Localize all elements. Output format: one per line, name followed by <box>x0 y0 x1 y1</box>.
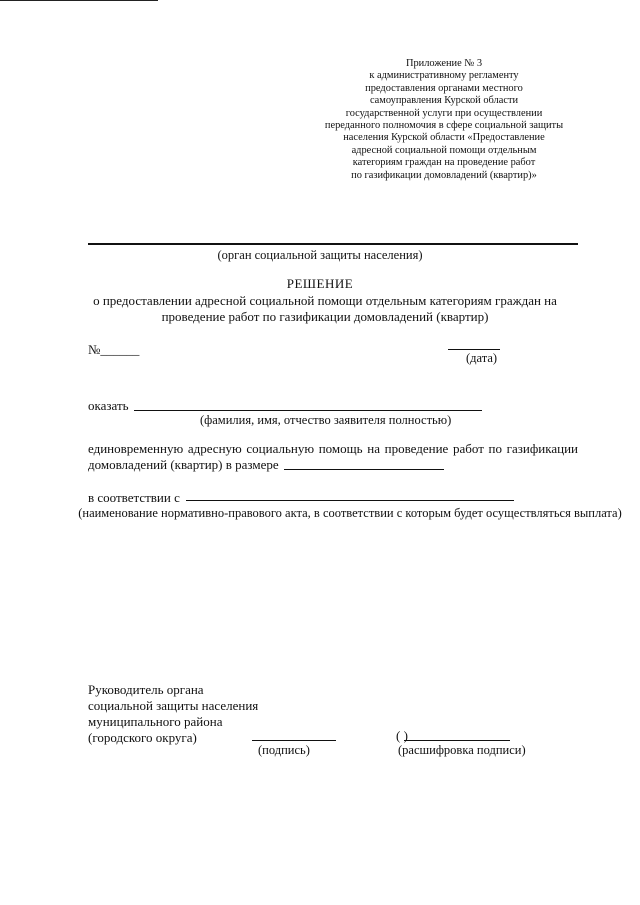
refuse-label: оказать <box>88 398 129 413</box>
annex-line: к административному регламенту <box>369 70 519 82</box>
top-edge-line <box>0 0 158 1</box>
annex-line: категориям граждан на проведение работ <box>352 157 536 169</box>
signature-decode-caption: (расшифровка подписи) <box>398 743 526 757</box>
annex-line: самоуправления Курской области <box>369 95 519 107</box>
head-line: (городского округа) <box>88 730 197 745</box>
annex-line: Приложение № 3 <box>405 58 483 69</box>
head-line: Руководитель органа <box>88 682 204 697</box>
applicant-name-line <box>134 410 482 411</box>
annex-line: государственной услуги при осуществлении <box>345 107 543 119</box>
annex-line: переданного полномочия в сфере социальной защиты <box>324 120 564 132</box>
accordance-label: в соответствии с <box>88 490 180 505</box>
annex-line: адресной социальной помощи отдельным <box>351 144 537 156</box>
annex-line: населения Курской области «Предоставление <box>343 132 545 144</box>
signature-line <box>252 740 336 741</box>
number-field: №______ <box>88 342 140 357</box>
organ-field-line <box>88 243 578 245</box>
legal-act-line <box>186 500 514 501</box>
annex-line: по газификации домовладений (квартир)» <box>351 169 537 181</box>
signature-caption: (подпись) <box>258 743 310 757</box>
organ-caption: (орган социальной защиты населения) <box>217 248 423 262</box>
amount-field-line <box>284 469 444 470</box>
document-subtitle: о предоставлении адресной социальной помощи отдельным категориям граждан на проведение работ по газификации домовладений (квартир) <box>93 293 557 324</box>
annex-block <box>300 58 588 182</box>
annex-line: предоставления органами местного <box>365 82 523 94</box>
assistance-paragraph: единовременную адресную социальную помощь на проведение работ по газификации домовладений (квартир) в размере <box>88 441 578 472</box>
signature-decode-line <box>404 740 510 741</box>
applicant-name-caption: (фамилия, имя, отчество заявителя полностью) <box>200 413 452 427</box>
date-caption: (дата) <box>466 351 498 365</box>
document-title: РЕШЕНИЕ <box>286 276 354 291</box>
signature-decode-brackets: ( ) <box>396 728 408 743</box>
date-field-line <box>448 349 500 350</box>
legal-act-caption: (наименование нормативно-правового акта, в соответствии с которым будет осуществляться выплата) <box>78 506 622 520</box>
head-line: муниципального района <box>88 714 223 729</box>
head-line: социальной защиты населения <box>88 698 259 713</box>
head-of-organ-block <box>88 682 288 746</box>
